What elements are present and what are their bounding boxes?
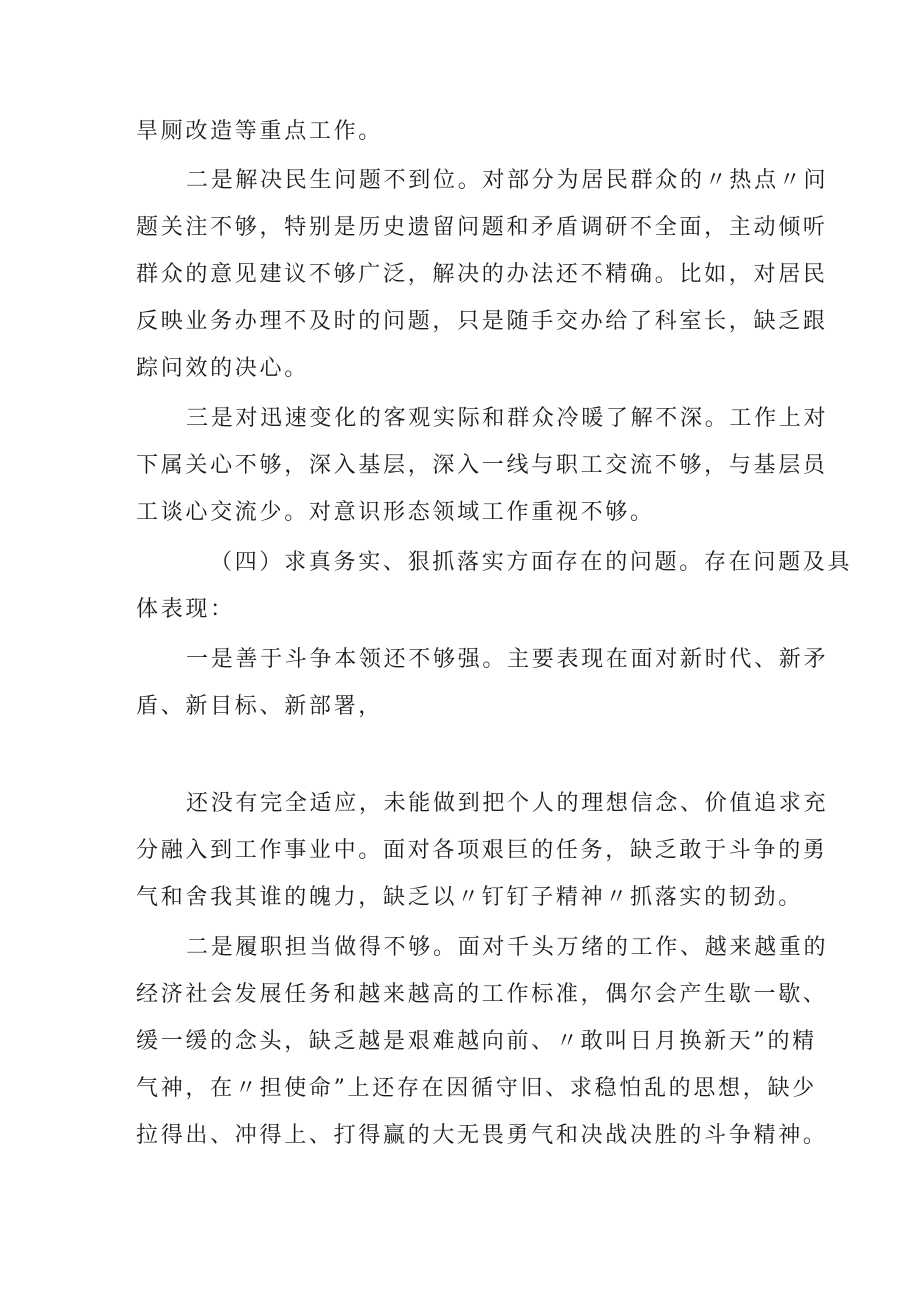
text-line: 分融入到工作事业中。面对各项艰巨的任务，缺乏敢于斗争的勇 (136, 838, 828, 863)
text-line: 缓一缓的念头，缺乏越是艰难越向前、〃敢叫日月换新天”的精 (136, 1029, 817, 1054)
text-line: 经济社会发展任务和越来越高的工作标准，偶尔会产生歇一歇、 (136, 982, 828, 1007)
text-line: 盾、新目标、新部署， (136, 694, 384, 719)
text-line: 二是解决民生问题不到位。对部分为居民群众的〃热点〃问 (186, 168, 829, 193)
text-line: 一是善于斗争本领还不够强。主要表现在面对新时代、新矛 (186, 647, 829, 672)
text-line: 气和舍我其谁的魄力，缺乏以〃钉钉子精神〃抓落实的韧劲。 (136, 885, 803, 910)
text-line: 旱厕改造等重点工作。 (136, 119, 384, 144)
text-line: 踪问效的决心。 (136, 356, 309, 381)
text-line: 三是对迅速变化的客观实际和群众冷暖了解不深。工作上对 (186, 406, 829, 431)
text-line: 体表现： (136, 597, 235, 622)
section-heading: （四）求真务实、狠抓落实方面存在的问题。存在问题及具 (210, 550, 853, 575)
text-line: 下属关心不够，深入基层，深入一线与职工交流不够，与基层员 (136, 453, 828, 478)
text-line: 群众的意见建议不够广泛，解决的办法还不精确。比如，对居民 (136, 262, 828, 287)
text-line: 题关注不够，特别是历史遗留问题和矛盾调研不全面，主动倾听 (136, 215, 828, 240)
text-line: 拉得出、冲得上、打得赢的大无畏勇气和决战决胜的斗争精神。 (136, 1123, 828, 1148)
text-line: 工谈心交流少。对意识形态领域工作重视不够。 (136, 500, 655, 525)
text-line: 反映业务办理不及时的问题，只是随手交办给了科室长，缺乏跟 (136, 309, 828, 334)
text-line: 二是履职担当做得不够。面对千头万绪的工作、越来越重的 (186, 935, 829, 960)
text-line: 气神，在〃担使命”上还存在因循守旧、求稳怕乱的思想，缺少 (136, 1076, 817, 1101)
text-line: 还没有完全适应，未能做到把个人的理想信念、价值追求充 (186, 791, 829, 816)
